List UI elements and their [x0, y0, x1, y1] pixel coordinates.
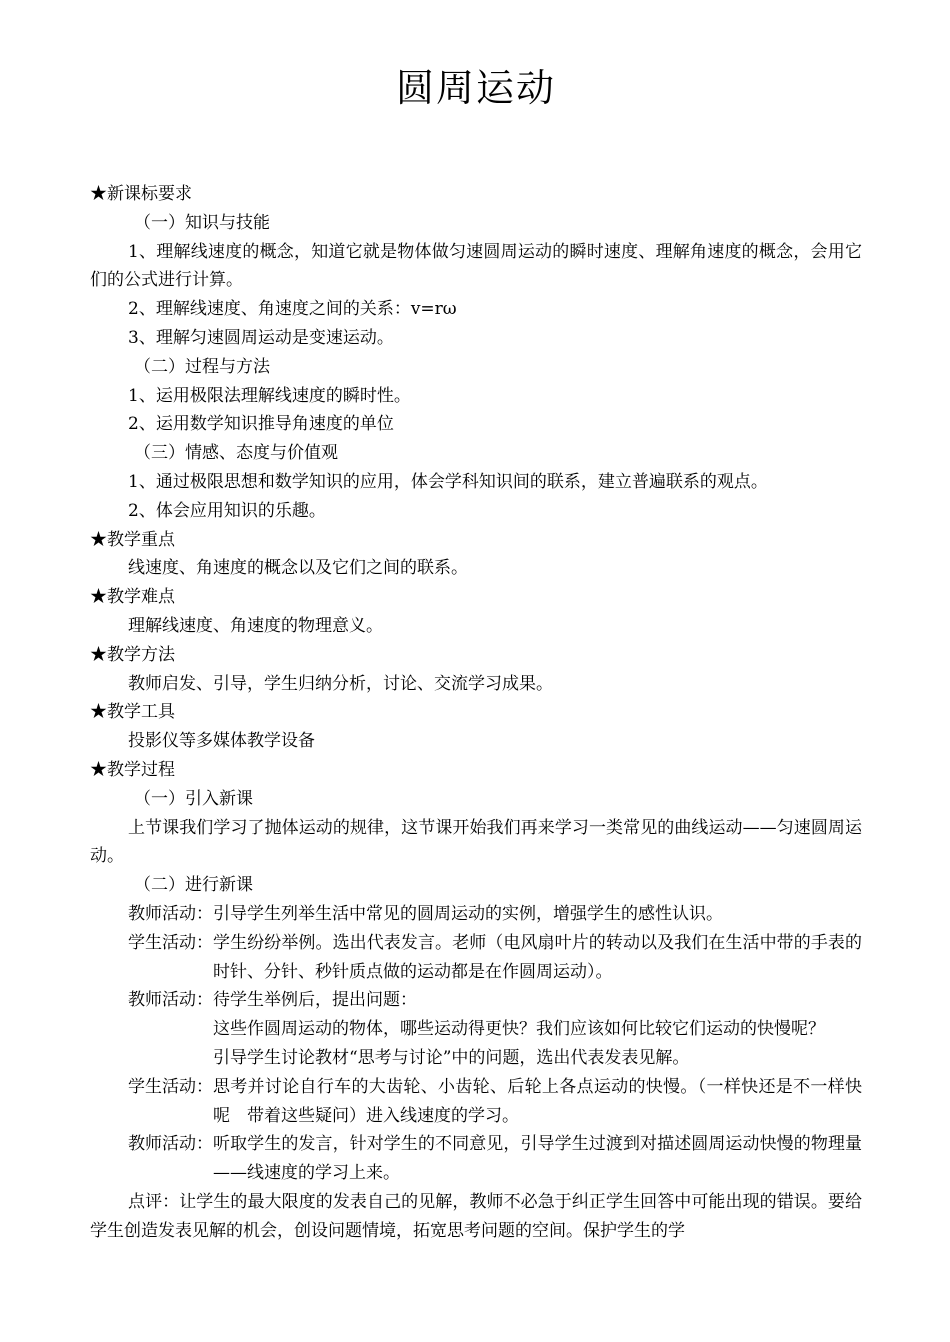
paragraph: 线速度、角速度的概念以及它们之间的联系。: [128, 558, 468, 579]
comment-paragraph: 点评：让学生的最大限度的发表自己的见解，教师不必急于纠正学生回答中可能出现的错误。要给学生创造发表见解的机会，创设问题情境，拓宽思考问题的空间。保护学生的学: [90, 1191, 862, 1241]
section-heading-key-points: ★教学重点: [90, 529, 175, 550]
section-heading-tools: ★教学工具: [90, 702, 175, 723]
section-heading-process: ★教学过程: [90, 759, 175, 780]
activity-student: [90, 1073, 862, 1131]
paragraph: 理解线速度、角速度的物理意义。: [128, 615, 383, 636]
activity-text: 引导学生列举生活中常见的圆周运动的实例，增强学生的感性认识。: [213, 903, 723, 924]
paragraph: 1、通过极限思想和数学知识的应用，体会学科知识间的联系，建立普遍联系的观点。: [128, 471, 768, 492]
paragraph: 2、理解线速度、角速度之间的关系：v=rω: [128, 299, 457, 320]
subheading-new-lesson: （二）进行新课: [134, 875, 253, 896]
activity-role: 教师活动：: [128, 903, 213, 924]
section-heading-difficulties: ★教学难点: [90, 587, 175, 608]
activity-teacher: [90, 900, 862, 929]
activity-role: 学生活动：: [128, 932, 213, 953]
paragraph: 上节课我们学习了抛体运动的规律，这节课开始我们再来学习一类常见的曲线运动——匀速圆周运动。: [90, 817, 862, 867]
subheading-process: （二）过程与方法: [134, 356, 270, 377]
subheading-values: （三）情感、态度与价值观: [134, 443, 338, 464]
activity-teacher: [90, 1130, 862, 1188]
activity-text: 引导学生讨论教材“思考与讨论”中的问题，选出代表发表见解。: [213, 1047, 690, 1068]
subheading-intro: （一）引入新课: [134, 788, 253, 809]
paragraph: 2、体会应用知识的乐趣。: [128, 500, 326, 521]
page-title: 圆周运动: [395, 66, 556, 110]
activity-text: 学生纷纷举例。选出代表发言。老师（电风扇叶片的转动以及我们在生活中带的手表的时针、分针、秒针质点做的运动都是在作圆周运动）。: [213, 932, 862, 982]
subheading-knowledge: （一）知识与技能: [134, 212, 270, 233]
activity-role: 教师活动：: [128, 990, 213, 1011]
section-heading-standards: ★新课标要求: [90, 184, 192, 204]
activity-role: 教师活动：: [128, 1134, 213, 1155]
paragraph: 1、运用极限法理解线速度的瞬时性。: [128, 385, 411, 406]
paragraph: 2、运用数学知识推导角速度的单位: [128, 414, 394, 435]
activity-text: 听取学生的发言，针对学生的不同意见，引导学生过渡到对描述圆周运动快慢的物理量——线速度的学习上来。: [213, 1134, 862, 1184]
paragraph: 1、理解线速度的概念，知道它就是物体做匀速圆周运动的瞬时速度、理解角速度的概念，会用它们的公式进行计算。: [90, 241, 862, 291]
paragraph: 3、理解匀速圆周运动是变速运动。: [128, 327, 394, 348]
paragraph: 投影仪等多媒体教学设备: [128, 731, 315, 752]
paragraph: 教师启发、引导，学生归纳分析，讨论、交流学习成果。: [128, 673, 553, 694]
activity-teacher: [90, 986, 862, 1072]
activity-student: [90, 929, 862, 987]
activity-text: 待学生举例后，提出问题：: [213, 990, 417, 1011]
document-page: [90, 62, 862, 1245]
activity-text: 思考并讨论自行车的大齿轮、小齿轮、后轮上各点运动的快慢。（一样快还是不一样快呢 带着这些疑问）进入线速度的学习。: [213, 1076, 862, 1126]
activity-text: 这些作圆周运动的物体，哪些运动得更快？我们应该如何比较它们运动的快慢呢？: [213, 1019, 825, 1040]
activity-role: 学生活动：: [128, 1076, 213, 1097]
section-heading-methods: ★教学方法: [90, 644, 175, 665]
